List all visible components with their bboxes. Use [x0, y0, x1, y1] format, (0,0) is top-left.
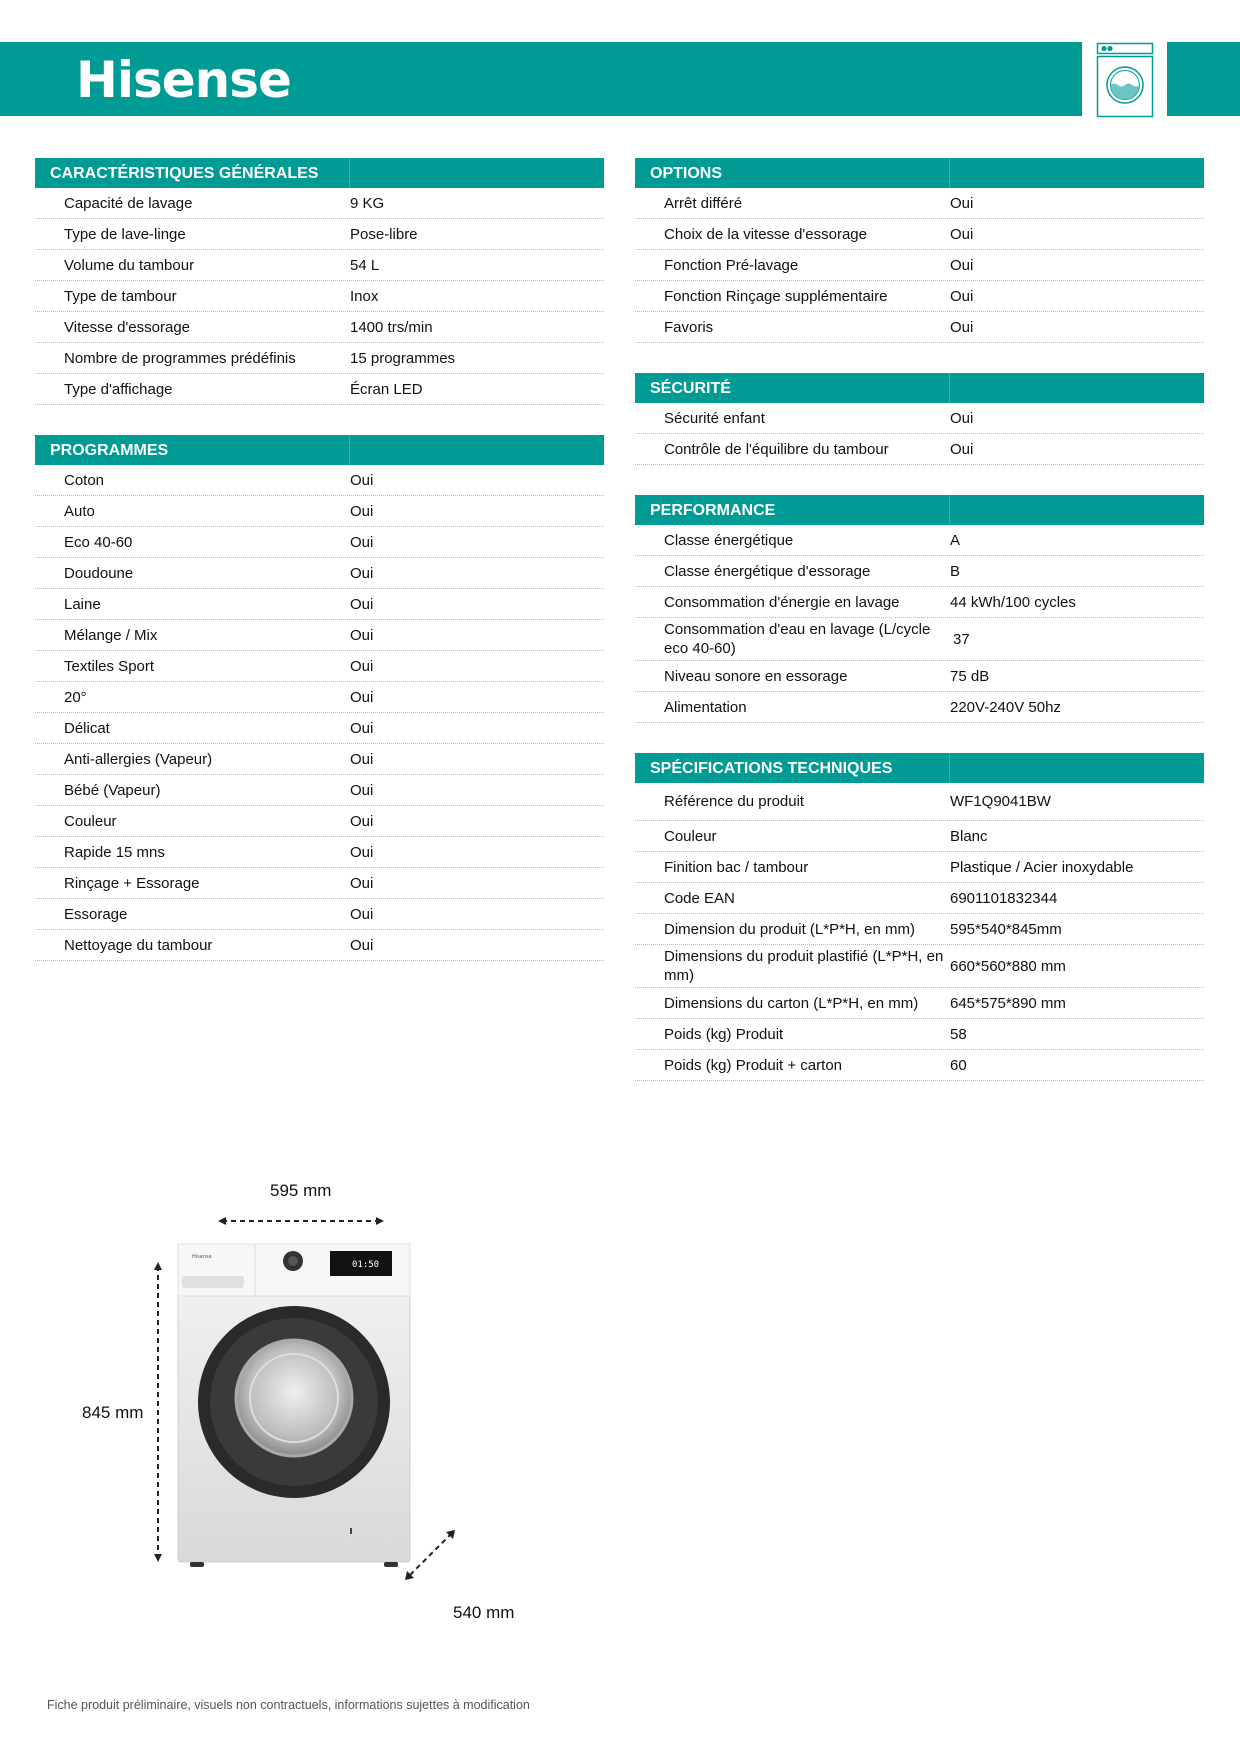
- spec-label: Mélange / Mix: [64, 626, 158, 644]
- spec-label: Niveau sonore en essorage: [664, 667, 848, 685]
- spec-label: Type de tambour: [64, 287, 177, 305]
- section-header: [635, 373, 1204, 403]
- disclaimer-note: Fiche produit préliminaire, visuels non contractuels, informations sujettes à modification: [47, 1698, 530, 1712]
- section-header: [35, 435, 604, 465]
- spec-label: Essorage: [64, 905, 128, 923]
- spec-row: [35, 899, 604, 930]
- spec-value: Oui: [350, 874, 374, 892]
- spec-value: Pose-libre: [350, 225, 418, 243]
- spec-row: [635, 434, 1204, 465]
- spec-label: Capacité de lavage: [64, 194, 193, 212]
- spec-label: Vitesse d'essorage: [64, 318, 190, 336]
- spec-value: Oui: [350, 533, 374, 551]
- spec-label: Auto: [64, 502, 95, 520]
- spec-row: [35, 713, 604, 744]
- section-title: OPTIONS: [635, 158, 950, 188]
- spec-row: [635, 1019, 1204, 1050]
- spec-label: Coton: [64, 471, 105, 489]
- spec-label: Anti-allergies (Vapeur): [64, 750, 213, 768]
- section-header: [35, 158, 604, 188]
- spec-label: Nombre de programmes prédéfinis: [64, 349, 296, 367]
- spec-label: Favoris: [664, 318, 714, 336]
- spec-label: Rinçage + Essorage: [64, 874, 200, 892]
- spec-value: B: [950, 562, 961, 580]
- spec-label: Couleur: [664, 827, 717, 845]
- spec-row: [635, 883, 1204, 914]
- spec-label: Consommation d'énergie en lavage: [664, 593, 900, 611]
- spec-value: 1400 trs/min: [350, 318, 433, 336]
- section-caracteristiques-generales: [35, 158, 604, 405]
- spec-label: Classe énergétique d'essorage: [664, 562, 871, 580]
- section-performance: [635, 495, 1204, 723]
- spec-value: 58: [950, 1025, 967, 1043]
- spec-row: [35, 374, 604, 405]
- spec-value: Oui: [350, 688, 374, 706]
- section-header: [635, 753, 1204, 783]
- spec-value: Oui: [950, 256, 974, 274]
- spec-label: Délicat: [64, 719, 110, 737]
- spec-row: [35, 496, 604, 527]
- spec-row: [635, 914, 1204, 945]
- spec-row: [35, 312, 604, 343]
- spec-row: [35, 868, 604, 899]
- spec-row: [35, 219, 604, 250]
- spec-row: [35, 465, 604, 496]
- brand-logo: Hisense: [76, 51, 291, 109]
- section-options: [635, 158, 1204, 343]
- spec-row: [635, 783, 1204, 821]
- spec-value: 60: [950, 1056, 967, 1074]
- spec-value: Oui: [350, 719, 374, 737]
- spec-row: [635, 692, 1204, 723]
- spec-value: 54 L: [350, 256, 380, 274]
- section-title: PROGRAMMES: [35, 435, 350, 465]
- spec-row: [635, 988, 1204, 1019]
- spec-value: Oui: [350, 595, 374, 613]
- spec-label: Poids (kg) Produit + carton: [664, 1056, 843, 1074]
- spec-row: [35, 527, 604, 558]
- header-banner-right: [1167, 42, 1240, 116]
- spec-row: [35, 620, 604, 651]
- spec-row: [35, 775, 604, 806]
- spec-label: Dimensions du carton (L*P*H, en mm): [664, 994, 919, 1012]
- spec-label: Laine: [64, 595, 101, 613]
- section-header: [635, 495, 1204, 525]
- spec-value: Oui: [350, 657, 374, 675]
- spec-row: [35, 744, 604, 775]
- spec-label: Arrêt différé: [664, 194, 743, 212]
- spec-row: [635, 852, 1204, 883]
- section-programmes: [35, 435, 604, 961]
- spec-row: [635, 525, 1204, 556]
- spec-label: Textiles Sport: [64, 657, 155, 675]
- section-securite: [635, 373, 1204, 465]
- depth-dimension-label: 540 mm: [453, 1603, 515, 1622]
- spec-row: [635, 219, 1204, 250]
- spec-row: [35, 806, 604, 837]
- spec-row: [635, 821, 1204, 852]
- spec-label: Consommation d'eau en lavage (L/cycle eco 40-60): [664, 621, 931, 657]
- spec-label: Classe énergétique: [664, 531, 794, 549]
- washing-machine-icon: [1096, 42, 1154, 118]
- spec-value: Oui: [350, 564, 374, 582]
- spec-value: Oui: [950, 287, 974, 305]
- left-column: [35, 158, 604, 961]
- spec-label: Finition bac / tambour: [664, 858, 809, 876]
- spec-row: [35, 188, 604, 219]
- spec-label: Type d'affichage: [64, 380, 173, 398]
- spec-value: 44 kWh/100 cycles: [950, 593, 1076, 611]
- spec-label: 20°: [64, 688, 87, 706]
- spec-value: Oui: [350, 812, 374, 830]
- spec-value: Oui: [950, 440, 974, 458]
- spec-label: Nettoyage du tambour: [64, 936, 213, 954]
- spec-value: Oui: [950, 409, 974, 427]
- spec-row: [635, 250, 1204, 281]
- spec-row: [635, 281, 1204, 312]
- width-dimension-label: 595 mm: [270, 1181, 332, 1200]
- section-title: CARACTÉRISTIQUES GÉNÉRALES: [35, 158, 350, 188]
- spec-label: Bébé (Vapeur): [64, 781, 161, 799]
- spec-label: Code EAN: [664, 889, 735, 907]
- spec-label: Poids (kg) Produit: [664, 1025, 784, 1043]
- section-title: PERFORMANCE: [635, 495, 950, 525]
- spec-value: 645*575*890 mm: [950, 994, 1066, 1012]
- spec-value: A: [950, 531, 961, 549]
- spec-value: 660*560*880 mm: [950, 957, 1066, 975]
- spec-value: Oui: [350, 843, 374, 861]
- spec-label: Doudoune: [64, 564, 134, 582]
- spec-label: Rapide 15 mns: [64, 843, 165, 861]
- spec-value: Inox: [350, 287, 379, 305]
- spec-row: [635, 188, 1204, 219]
- spec-value: Oui: [350, 750, 374, 768]
- spec-value: Oui: [950, 194, 974, 212]
- spec-label: Contrôle de l'équilibre du tambour: [664, 440, 889, 458]
- spec-row: [35, 837, 604, 868]
- spec-row: [635, 1050, 1204, 1081]
- spec-row: [635, 556, 1204, 587]
- section-specifications-techniques: [635, 753, 1204, 1081]
- spec-label: Couleur: [64, 812, 117, 830]
- right-column: [635, 158, 1204, 1081]
- spec-row: [35, 682, 604, 713]
- spec-row: [35, 281, 604, 312]
- spec-value: Oui: [350, 502, 374, 520]
- spec-value: Blanc: [950, 827, 988, 845]
- spec-value: 9 KG: [350, 194, 385, 212]
- spec-value: Plastique / Acier inoxydable: [950, 858, 1134, 876]
- spec-value: Oui: [350, 781, 374, 799]
- spec-label: Dimension du produit (L*P*H, en mm): [664, 920, 915, 938]
- spec-label: Eco 40-60: [64, 533, 133, 551]
- spec-label: Dimensions du produit plastifié (L*P*H, en mm): [664, 948, 944, 984]
- spec-value: Oui: [350, 905, 374, 923]
- spec-value: 595*540*845mm: [950, 920, 1062, 938]
- spec-row: [635, 661, 1204, 692]
- height-dimension-label: 845 mm: [82, 1403, 144, 1422]
- section-title: SPÉCIFICATIONS TECHNIQUES: [635, 753, 950, 783]
- spec-value: 6901101832344: [950, 889, 1058, 907]
- spec-row: [35, 930, 604, 961]
- display-readout: 01:50: [352, 1260, 380, 1270]
- spec-label: Sécurité enfant: [664, 409, 765, 427]
- spec-label: Fonction Rinçage supplémentaire: [664, 287, 888, 305]
- spec-value: Oui: [950, 225, 974, 243]
- spec-row: [635, 618, 1204, 661]
- spec-value: 15 programmes: [350, 349, 456, 367]
- spec-row: [635, 312, 1204, 343]
- washing-machine-product-image: [150, 1210, 470, 1610]
- spec-row: [35, 589, 604, 620]
- spec-row: [35, 343, 604, 374]
- spec-row: [635, 945, 1204, 988]
- section-header: [635, 158, 1204, 188]
- spec-value: 37: [953, 630, 970, 648]
- spec-row: [35, 558, 604, 589]
- spec-value: 75 dB: [950, 667, 990, 685]
- spec-label: Alimentation: [664, 698, 747, 716]
- spec-value: 220V-240V 50hz: [950, 698, 1061, 716]
- spec-label: Choix de la vitesse d'essorage: [664, 225, 867, 243]
- spec-row: [35, 250, 604, 281]
- spec-row: [35, 651, 604, 682]
- spec-label: Référence du produit: [664, 793, 805, 810]
- spec-label: Type de lave-linge: [64, 225, 186, 243]
- spec-value: Oui: [350, 936, 374, 954]
- spec-label: Fonction Pré-lavage: [664, 256, 799, 274]
- spec-label: Volume du tambour: [64, 256, 195, 274]
- svg-text:Hisense: Hisense: [192, 1254, 212, 1260]
- spec-value: Oui: [350, 471, 374, 489]
- spec-row: [635, 587, 1204, 618]
- spec-value: Oui: [350, 626, 374, 644]
- section-title: SÉCURITÉ: [635, 373, 950, 403]
- spec-value: Oui: [950, 318, 974, 336]
- spec-value: WF1Q9041BW: [950, 793, 1051, 810]
- spec-value: Écran LED: [350, 380, 423, 398]
- spec-row: [635, 403, 1204, 434]
